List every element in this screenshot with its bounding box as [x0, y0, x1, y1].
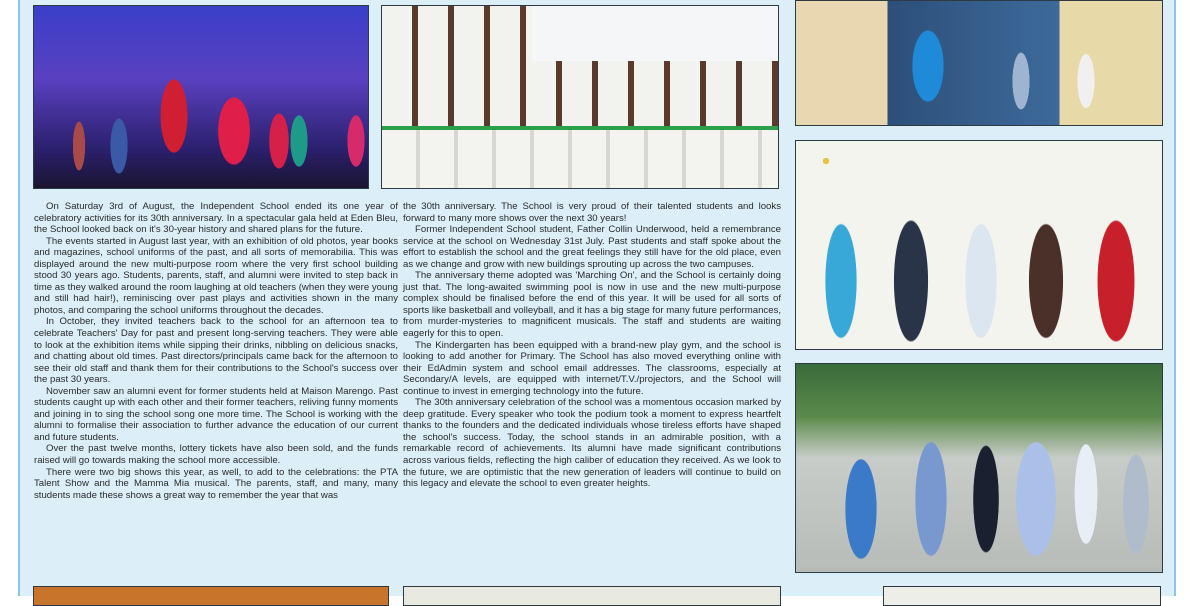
- paragraph-continued: the 30th anniversary. The School is very proud of their talented students and looks forward to many more shows over the next 30 years!: [403, 201, 781, 224]
- photo-bottom-center: [403, 586, 781, 606]
- paragraph: There were two big shows this year, as well, to add to the celebrations: the PTA Talent Show and the Mamma Mia musical. The parents, staff, and many, many students made these shows a great way to remember the year that was: [34, 466, 398, 501]
- photo-teachers-bouquets: [795, 140, 1163, 350]
- paragraph: Former Independent School student, Father Collin Underwood, held a remembrance service at the school on Wednesday 31st July. Past students and staff spoke about the effort to establish the school and the great feelings they still have for the old place, even as we change and grow with new buildings sprouting up across the two campuses.: [403, 224, 781, 270]
- article-column-1: [34, 201, 398, 501]
- photo-bottom-left: [33, 586, 389, 606]
- photo-choir: [381, 5, 779, 189]
- paragraph: The Kindergarten has been equipped with a brand-new play gym, and the school is looking to add another for Primary. The School has also moved everything online with their EdAdmin system and school email addresses. The classrooms, especially at Secondary/A levels, are equipped with internet/T.V./projectors, and the School will continue to invest in emerging technology into the future.: [403, 339, 781, 397]
- article-column-2: [403, 201, 781, 490]
- paragraph: The events started in August last year, with an exhibition of old photos, year books and magazines, school uniforms of the past, and all sorts of memorabilia. This was displayed around the new multi-purpose room where the very first school building stood 30 years ago. Students, parents, staff, and alumni were invited to step back in time as they walked around the room laughing at old teachers (when they were young and still had hair!), reminiscing over past plays and activities shown in the many photos, and comparing the school uniforms throughout the decades.: [34, 235, 398, 316]
- paragraph: Over the past twelve months, lottery tickets have also been sold, and the funds raised will go towards making the school more accessible.: [34, 443, 398, 467]
- photo-bottom-right: [883, 586, 1161, 606]
- photo-uniform-exhibition: [795, 0, 1163, 126]
- paragraph: In October, they invited teachers back to the school for an afternoon tea to celebrate Teachers' Day for past and present long-serving teachers. They were able to look at the exhibition items while sipping their drinks, nibbling on delicious snacks, and chatting about old times. Past directors/principals came back for the afternoon to see their old staff and thank them for their contributions to the School's success over the past 30 years.: [34, 316, 398, 386]
- photo-outdoor-guests: [795, 363, 1163, 573]
- paragraph: November saw an alumni event for former students held at Maison Marengo. Past students caught up with each other and their former teachers, reliving funny moments and joining in to sing the school song one more time. The School is working with the alumni to formalise their association to further advance the education of our current and future students.: [34, 385, 398, 443]
- paragraph: The 30th anniversary celebration of the school was a momentous occasion marked by deep gratitude. Every speaker who took the podium took a moment to express heartfelt thanks to the founders and the dedicated individuals whose tireless efforts have shaped the school's success. Today, the school stands in an admirable position, with a remarkable record of achievements. Its alumni have made significant contributions across various fields, reflecting the high caliber of education they received. As we look to the future, we are optimistic that the new generation of leaders will continue to build on this legacy and elevate the school to even greater heights.: [403, 397, 781, 490]
- paragraph: On Saturday 3rd of August, the Independent School ended its one year of celebratory activities for its 30th anniversary. In a spectacular gala held at Eden Bleu, the School looked back on it's 30-year history and shared plans for the future.: [34, 201, 398, 236]
- paragraph: The anniversary theme adopted was 'Marching On', and the School is certainly doing just that. The long-awaited swimming pool is now in use and the new multi-purpose complex should be finalised before the end of this year. It will be used for all sorts of sports like basketball and volleyball, and it has a big stage for many future performances, from murder-mysteries to magnificent musicals. The staff and students are waiting eagerly for this to open.: [403, 270, 781, 340]
- photo-gala-performance: [33, 5, 369, 189]
